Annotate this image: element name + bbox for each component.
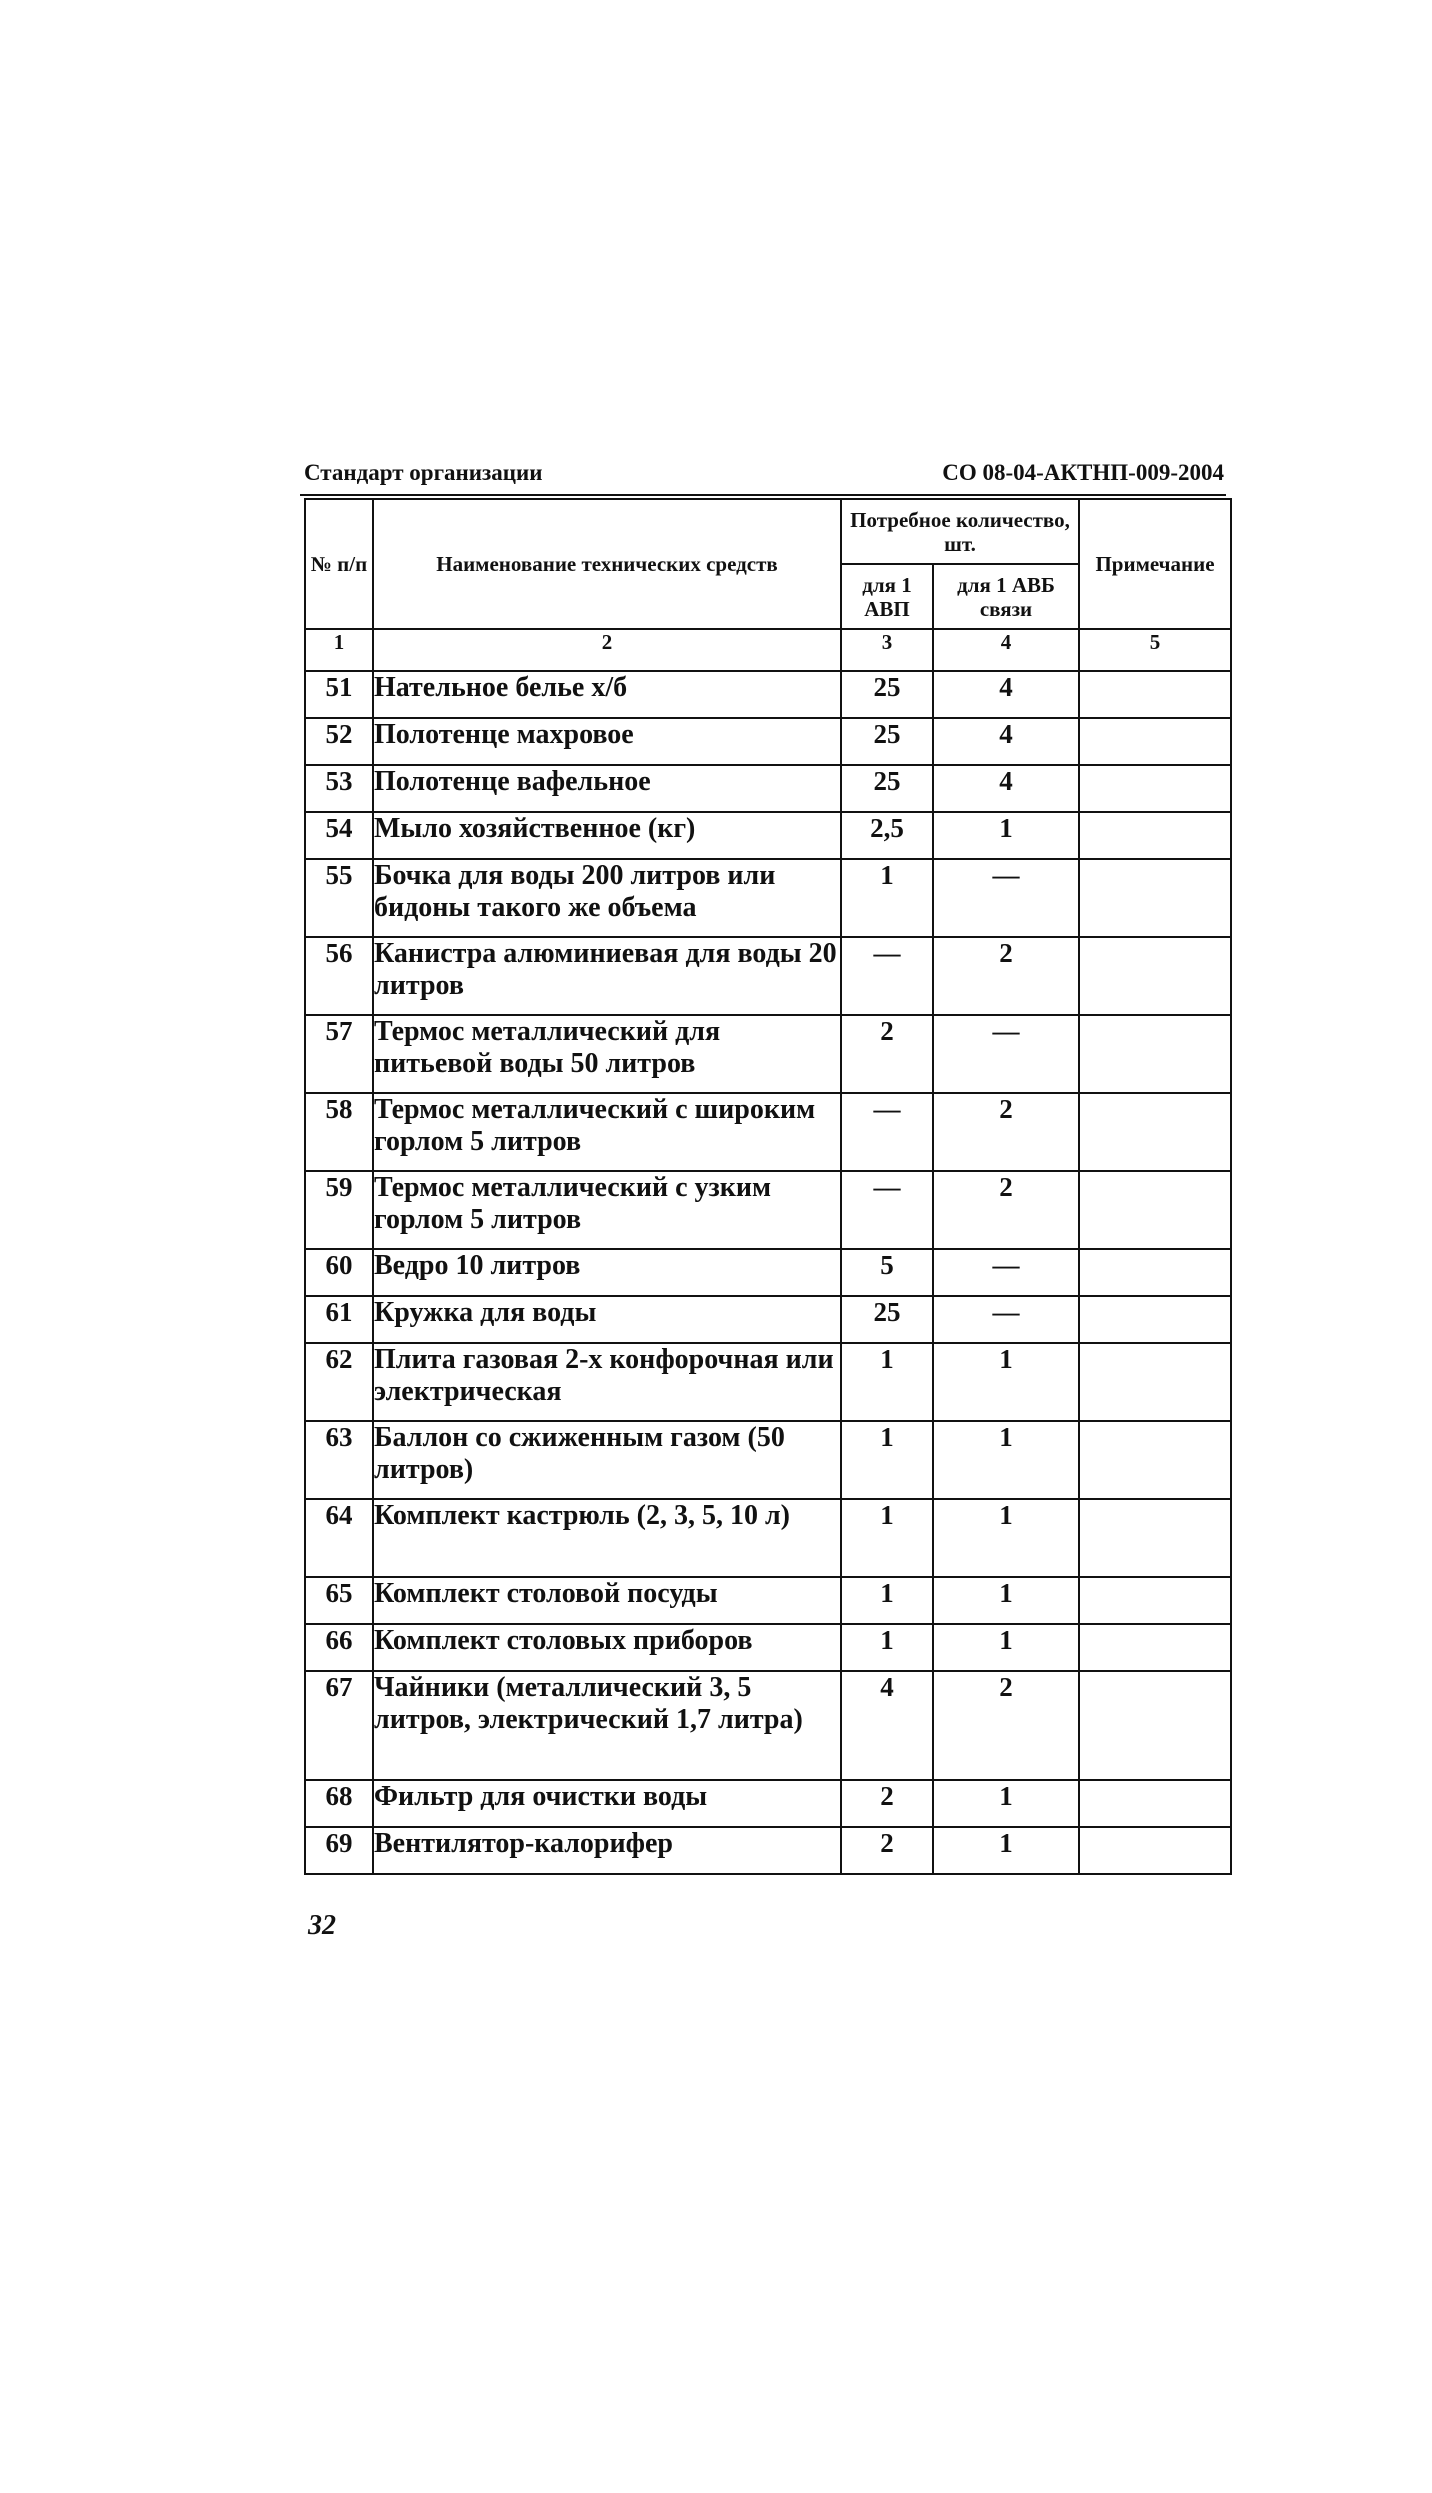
row-number: 68 bbox=[305, 1780, 373, 1827]
table-row bbox=[305, 1421, 1231, 1499]
row-number: 54 bbox=[305, 812, 373, 859]
table-row bbox=[305, 1015, 1231, 1093]
row-number: 67 bbox=[305, 1671, 373, 1780]
row-number: 56 bbox=[305, 937, 373, 1015]
row-note bbox=[1079, 718, 1231, 765]
header-qty-avb: для 1 АВБ связи bbox=[933, 564, 1079, 629]
organization-standard-label: Стандарт организации bbox=[304, 460, 543, 485]
table-row bbox=[305, 1780, 1231, 1827]
row-qty-avp: — bbox=[841, 1171, 933, 1249]
row-qty-avb: 2 bbox=[933, 1093, 1079, 1171]
colnum-2: 2 bbox=[373, 629, 841, 671]
column-number-row bbox=[305, 629, 1231, 671]
row-qty-avb: — bbox=[933, 1296, 1079, 1343]
row-qty-avb: 1 bbox=[933, 1499, 1079, 1577]
table-row bbox=[305, 1171, 1231, 1249]
row-number: 51 bbox=[305, 671, 373, 718]
table-row bbox=[305, 1343, 1231, 1421]
document-code: СО 08-04-АКТНП-009-2004 bbox=[942, 460, 1224, 485]
row-qty-avp: 1 bbox=[841, 859, 933, 937]
table-row bbox=[305, 812, 1231, 859]
header-qty-avp: для 1 АВП bbox=[841, 564, 933, 629]
row-qty-avp: 2 bbox=[841, 1780, 933, 1827]
row-qty-avb: 2 bbox=[933, 1671, 1079, 1780]
table-row bbox=[305, 1296, 1231, 1343]
table-head bbox=[305, 499, 1231, 671]
row-name: Полотенце махровое bbox=[373, 718, 841, 765]
row-number: 66 bbox=[305, 1624, 373, 1671]
table-row bbox=[305, 1093, 1231, 1171]
row-qty-avp: 1 bbox=[841, 1499, 933, 1577]
row-note bbox=[1079, 1780, 1231, 1827]
row-name: Термос металлический с широким горлом 5 литров bbox=[373, 1093, 841, 1171]
table-row bbox=[305, 1577, 1231, 1624]
row-note bbox=[1079, 1421, 1231, 1499]
row-qty-avb: 4 bbox=[933, 671, 1079, 718]
page-number: 32 bbox=[308, 1910, 336, 1941]
row-note bbox=[1079, 1249, 1231, 1296]
table-row bbox=[305, 765, 1231, 812]
row-qty-avp: — bbox=[841, 937, 933, 1015]
table-body bbox=[305, 671, 1231, 1874]
row-qty-avp: — bbox=[841, 1093, 933, 1171]
header-note: Примечание bbox=[1079, 499, 1231, 629]
table-row bbox=[305, 718, 1231, 765]
row-number: 62 bbox=[305, 1343, 373, 1421]
row-qty-avb: — bbox=[933, 859, 1079, 937]
row-number: 69 bbox=[305, 1827, 373, 1874]
row-qty-avp: 1 bbox=[841, 1421, 933, 1499]
row-note bbox=[1079, 859, 1231, 937]
row-note bbox=[1079, 1499, 1231, 1577]
row-name: Полотенце вафельное bbox=[373, 765, 841, 812]
header-qty-group: Потребное количество, шт. bbox=[841, 499, 1079, 564]
row-note bbox=[1079, 1093, 1231, 1171]
row-qty-avb: 4 bbox=[933, 718, 1079, 765]
table-row bbox=[305, 1499, 1231, 1577]
row-note bbox=[1079, 1296, 1231, 1343]
row-note bbox=[1079, 1827, 1231, 1874]
row-number: 52 bbox=[305, 718, 373, 765]
row-qty-avb: 1 bbox=[933, 1624, 1079, 1671]
row-qty-avp: 2 bbox=[841, 1827, 933, 1874]
colnum-5: 5 bbox=[1079, 629, 1231, 671]
row-name: Ведро 10 литров bbox=[373, 1249, 841, 1296]
row-name: Комплект столовой посуды bbox=[373, 1577, 841, 1624]
row-qty-avb: 1 bbox=[933, 1421, 1079, 1499]
table-row bbox=[305, 1671, 1231, 1780]
row-name: Комплект кастрюль (2, 3, 5, 10 л) bbox=[373, 1499, 841, 1577]
row-note bbox=[1079, 1577, 1231, 1624]
row-qty-avb: 1 bbox=[933, 1343, 1079, 1421]
row-number: 53 bbox=[305, 765, 373, 812]
row-number: 60 bbox=[305, 1249, 373, 1296]
row-note bbox=[1079, 937, 1231, 1015]
row-qty-avp: 25 bbox=[841, 671, 933, 718]
row-qty-avp: 2 bbox=[841, 1015, 933, 1093]
table-row bbox=[305, 937, 1231, 1015]
table-row bbox=[305, 859, 1231, 937]
row-name: Канистра алюминиевая для воды 20 литров bbox=[373, 937, 841, 1015]
row-qty-avb: — bbox=[933, 1015, 1079, 1093]
row-note bbox=[1079, 671, 1231, 718]
page-header bbox=[300, 458, 1226, 496]
row-qty-avp: 25 bbox=[841, 1296, 933, 1343]
colnum-4: 4 bbox=[933, 629, 1079, 671]
row-qty-avp: 5 bbox=[841, 1249, 933, 1296]
row-name: Мыло хозяйственное (кг) bbox=[373, 812, 841, 859]
row-qty-avp: 1 bbox=[841, 1343, 933, 1421]
row-name: Плита газовая 2-х конфорочная или электрическая bbox=[373, 1343, 841, 1421]
table-row bbox=[305, 1624, 1231, 1671]
row-name: Баллон со сжиженным газом (50 литров) bbox=[373, 1421, 841, 1499]
header-name: Наименование технических средств bbox=[373, 499, 841, 629]
row-qty-avp: 2,5 bbox=[841, 812, 933, 859]
row-qty-avb: 1 bbox=[933, 1827, 1079, 1874]
row-number: 63 bbox=[305, 1421, 373, 1499]
header-num: № п/п bbox=[305, 499, 373, 629]
row-qty-avp: 25 bbox=[841, 718, 933, 765]
row-qty-avb: 4 bbox=[933, 765, 1079, 812]
row-qty-avp: 25 bbox=[841, 765, 933, 812]
row-note bbox=[1079, 1171, 1231, 1249]
table-row bbox=[305, 1827, 1231, 1874]
row-number: 64 bbox=[305, 1499, 373, 1577]
table-row bbox=[305, 1249, 1231, 1296]
row-number: 61 bbox=[305, 1296, 373, 1343]
row-name: Бочка для воды 200 литров или бидоны такого же объема bbox=[373, 859, 841, 937]
row-note bbox=[1079, 1015, 1231, 1093]
row-name: Термос металлический для питьевой воды 50 литров bbox=[373, 1015, 841, 1093]
row-note bbox=[1079, 765, 1231, 812]
row-qty-avp: 1 bbox=[841, 1577, 933, 1624]
row-note bbox=[1079, 1624, 1231, 1671]
row-number: 65 bbox=[305, 1577, 373, 1624]
row-name: Чайники (металлический 3, 5 литров, электрический 1,7 литра) bbox=[373, 1671, 841, 1780]
row-number: 55 bbox=[305, 859, 373, 937]
row-name: Нательное белье х/б bbox=[373, 671, 841, 718]
row-qty-avp: 4 bbox=[841, 1671, 933, 1780]
row-note bbox=[1079, 812, 1231, 859]
row-name: Вентилятор-калорифер bbox=[373, 1827, 841, 1874]
row-name: Кружка для воды bbox=[373, 1296, 841, 1343]
row-name: Термос металлический с узким горлом 5 литров bbox=[373, 1171, 841, 1249]
row-qty-avb: 1 bbox=[933, 1780, 1079, 1827]
row-qty-avb: 2 bbox=[933, 1171, 1079, 1249]
colnum-3: 3 bbox=[841, 629, 933, 671]
row-note bbox=[1079, 1343, 1231, 1421]
row-number: 59 bbox=[305, 1171, 373, 1249]
row-note bbox=[1079, 1671, 1231, 1780]
row-qty-avb: — bbox=[933, 1249, 1079, 1296]
table-row bbox=[305, 671, 1231, 718]
row-name: Фильтр для очистки воды bbox=[373, 1780, 841, 1827]
row-name: Комплект столовых приборов bbox=[373, 1624, 841, 1671]
row-qty-avb: 2 bbox=[933, 937, 1079, 1015]
colnum-1: 1 bbox=[305, 629, 373, 671]
row-number: 57 bbox=[305, 1015, 373, 1093]
row-qty-avp: 1 bbox=[841, 1624, 933, 1671]
equipment-table bbox=[304, 498, 1232, 1875]
row-number: 58 bbox=[305, 1093, 373, 1171]
row-qty-avb: 1 bbox=[933, 812, 1079, 859]
row-qty-avb: 1 bbox=[933, 1577, 1079, 1624]
